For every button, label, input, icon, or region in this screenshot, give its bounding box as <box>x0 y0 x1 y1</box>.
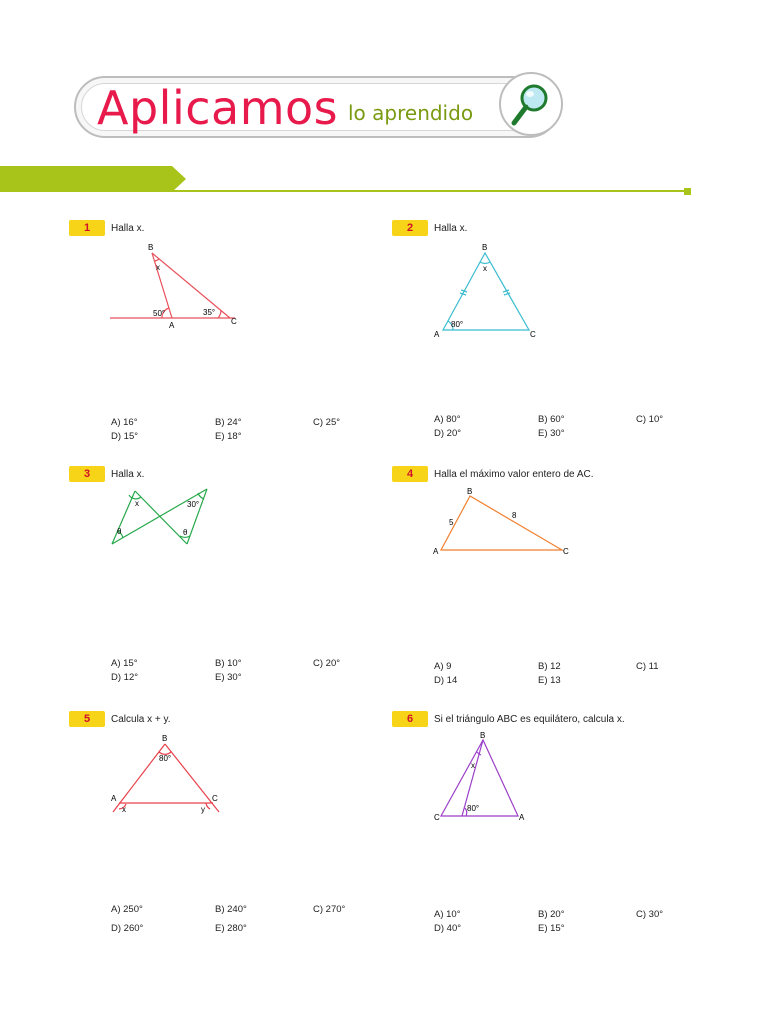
figure-1-label: x <box>156 263 160 272</box>
option: E) 30° <box>215 672 242 683</box>
option: B) 240° <box>215 904 247 915</box>
problem-prompt-6: Si el triángulo ABC es equilátero, calcula x. <box>434 714 625 725</box>
option: B) 20° <box>538 909 565 920</box>
figure-3-label: 30° <box>187 500 200 509</box>
figure-1-label: B <box>148 243 154 252</box>
figure-4-label: 5 <box>449 518 454 527</box>
problem-prompt-1: Halla x. <box>111 223 145 234</box>
option: C) 20° <box>313 658 341 669</box>
option: C) 30° <box>636 909 664 920</box>
figure-1-label: A <box>169 321 175 330</box>
option: A) 80° <box>434 414 461 425</box>
figure-6-label: C <box>434 813 440 822</box>
figure-3 <box>105 482 215 552</box>
section-divider-end <box>684 188 691 195</box>
figure-1-label: 50° <box>153 309 166 318</box>
figure-3-label: θ <box>183 528 188 537</box>
option: A) 250° <box>111 904 143 915</box>
figure-5-label: y <box>201 805 205 814</box>
page-subtitle: lo aprendido <box>348 101 474 125</box>
figure-2-label: B <box>482 243 488 252</box>
option: A) 16° <box>111 417 138 428</box>
option: D) 260° <box>111 923 144 934</box>
option: C) 25° <box>313 417 341 428</box>
option: D) 12° <box>111 672 139 683</box>
figure-4-label: B <box>467 487 473 496</box>
figure-2-label: C <box>530 330 536 339</box>
option: A) 10° <box>434 909 461 920</box>
problem-number-2: 2 <box>392 220 428 236</box>
figure-5 <box>105 730 230 818</box>
option: C) 11 <box>636 661 659 672</box>
magnifier-icon <box>498 71 564 137</box>
problem-number-4: 4 <box>392 466 428 482</box>
figure-1-label: C <box>231 317 237 326</box>
option: E) 280° <box>215 923 247 934</box>
problem-prompt-2: Halla x. <box>434 223 468 234</box>
figure-2-label: A <box>434 330 440 339</box>
option: C) 10° <box>636 414 664 425</box>
option: D) 15° <box>111 431 139 442</box>
figure-2-label: 80° <box>451 320 464 329</box>
figure-5-label: B <box>162 734 168 743</box>
option: E) 15° <box>538 923 565 934</box>
section-tab <box>0 166 186 192</box>
option: E) 18° <box>215 431 242 442</box>
problem-prompt-3: Halla x. <box>111 469 145 480</box>
option: A) 15° <box>111 658 138 669</box>
figure-1 <box>100 238 260 338</box>
option: B) 24° <box>215 417 242 428</box>
figure-3-label: x <box>135 499 139 508</box>
problem-prompt-4: Halla el máximo valor entero de AC. <box>434 469 594 480</box>
figure-6-label: B <box>480 731 486 740</box>
option: E) 13 <box>538 675 561 686</box>
figure-4 <box>428 484 578 562</box>
option: C) 270° <box>313 904 346 915</box>
figure-4-label: 8 <box>512 511 517 520</box>
figure-4-label: A <box>433 547 439 556</box>
figure-5-label: C <box>212 794 218 803</box>
figure-5-label: 80° <box>159 754 172 763</box>
option: D) 14 <box>434 675 458 686</box>
figure-6-label: 80° <box>467 804 480 813</box>
section-divider <box>150 190 690 192</box>
problem-number-6: 6 <box>392 711 428 727</box>
figure-4-label: C <box>563 547 569 556</box>
option: B) 60° <box>538 414 565 425</box>
figure-3-label: θ <box>117 527 122 536</box>
option: B) 12 <box>538 661 561 672</box>
option: B) 10° <box>215 658 242 669</box>
figure-5-label: A <box>111 794 117 803</box>
figure-2 <box>425 238 555 343</box>
problem-number-5: 5 <box>69 711 105 727</box>
figure-6 <box>428 730 533 825</box>
option: D) 40° <box>434 923 462 934</box>
option: D) 20° <box>434 428 462 439</box>
page-title: Aplicamos <box>97 81 339 135</box>
figure-1-label: 35° <box>203 308 216 317</box>
problem-number-3: 3 <box>69 466 105 482</box>
problem-number-1: 1 <box>69 220 105 236</box>
figure-2-label: x <box>483 264 487 273</box>
figure-5-label: x <box>122 805 126 814</box>
problem-prompt-5: Calcula x + y. <box>111 714 171 725</box>
option: A) 9 <box>434 661 452 672</box>
figure-6-label: A <box>519 813 525 822</box>
figure-6-label: x <box>471 761 475 770</box>
option: E) 30° <box>538 428 565 439</box>
